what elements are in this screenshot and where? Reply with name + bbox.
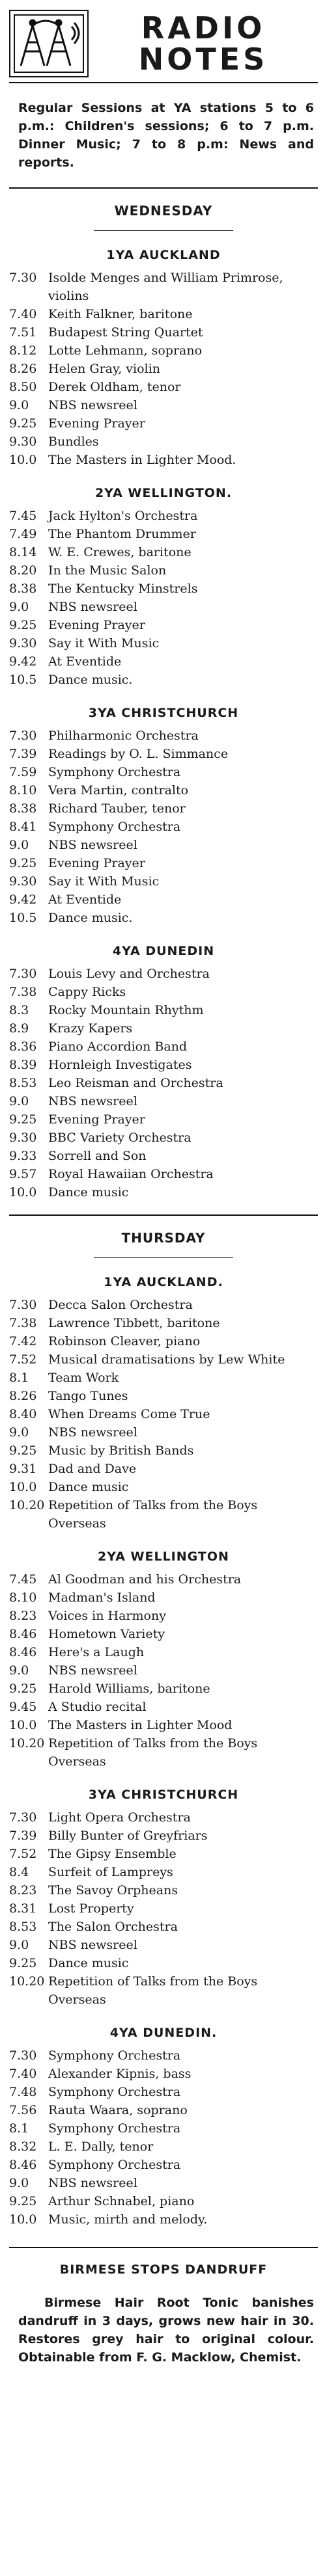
program-row (9, 378, 318, 396)
program-time: 9.30 (9, 636, 37, 651)
program-title: Philharmonic Orchestra (48, 729, 199, 743)
program-time: 8.23 (9, 1883, 37, 1898)
station-heading: 1YA AUCKLAND (106, 248, 221, 262)
program-time: 8.46 (9, 2158, 37, 2172)
program-time: 10.20 (9, 1498, 45, 1512)
station-heading: 4YA DUNEDIN. (109, 2026, 218, 2040)
program-title: Evening Prayer (48, 1112, 145, 1127)
program-row (9, 1478, 318, 1496)
program-title: Helen Gray, violin (48, 362, 160, 376)
program-list (9, 727, 318, 927)
program-title: Symphony Orchestra (48, 765, 181, 779)
program-time: 8.50 (9, 380, 37, 394)
program-time: 7.59 (9, 765, 37, 779)
program-time: 8.14 (9, 545, 37, 559)
program-time: 9.25 (9, 1956, 37, 1970)
program-time: 9.25 (9, 2194, 37, 2208)
program-row (9, 1881, 318, 1899)
program-time: 9.25 (9, 1112, 37, 1127)
program-row (9, 1129, 318, 1147)
program-title: Lawrence Tibbett, baritone (48, 1316, 220, 1330)
program-title: The Masters in Lighter Mood (48, 1718, 233, 1732)
program-row (9, 1074, 318, 1092)
program-title: Arthur Schnabel, piano (48, 2194, 195, 2208)
program-time: 9.45 (9, 1700, 37, 1714)
program-time: 8.20 (9, 563, 37, 578)
program-time: 8.40 (9, 1407, 37, 1421)
program-row (9, 543, 318, 561)
program-title: Madman's Island (48, 1590, 156, 1605)
program-time: 9.57 (9, 1167, 37, 1181)
program-title: The Savoy Orpheans (48, 1883, 178, 1898)
program-title: The Kentucky Minstrels (48, 582, 198, 596)
program-time: 8.41 (9, 820, 37, 834)
program-title: Bundles (48, 435, 99, 449)
day-heading: THURSDAY (121, 1230, 206, 1246)
program-time: 9.30 (9, 1131, 37, 1145)
program-title: The Masters in Lighter Mood. (48, 453, 236, 467)
program-list (9, 2046, 318, 2229)
program-row (9, 1038, 318, 1056)
program-time: 9.42 (9, 892, 37, 907)
program-time: 9.33 (9, 1149, 37, 1163)
program-title: Symphony Orchestra (48, 2121, 181, 2136)
program-row (9, 1936, 318, 1954)
program-row (9, 2101, 318, 2119)
program-time: 8.26 (9, 362, 37, 376)
program-row (9, 1845, 318, 1863)
station-heading: 1YA AUCKLAND. (104, 1275, 223, 1289)
program-title: The Gipsy Ensemble (48, 1847, 177, 1861)
program-time: 8.9 (9, 1021, 29, 1036)
program-row (9, 872, 318, 891)
program-title: Dance music. (48, 911, 133, 925)
day-heading: WEDNESDAY (114, 203, 213, 219)
program-row (9, 1147, 318, 1165)
program-title: NBS newsreel (48, 1663, 137, 1678)
program-row (9, 1423, 318, 1442)
program-time: 9.25 (9, 416, 37, 431)
program-time: 10.0 (9, 2212, 37, 2227)
program-row (9, 451, 318, 469)
program-row (9, 323, 318, 342)
program-time: 10.0 (9, 1480, 37, 1494)
program-title: Rauta Waara, soprano (48, 2103, 188, 2117)
program-row (9, 836, 318, 854)
program-title: NBS newsreel (48, 1425, 137, 1440)
program-row (9, 1643, 318, 1661)
program-time: 7.30 (9, 729, 37, 743)
day-rule (9, 1214, 318, 1216)
program-time: 10.20 (9, 1974, 45, 1989)
program-title: At Eventide (48, 892, 122, 907)
program-row (9, 652, 318, 671)
program-row (9, 1680, 318, 1698)
program-title: Symphony Orchestra (48, 2158, 181, 2172)
program-title: A Studio recital (48, 1700, 147, 1714)
program-time: 9.30 (9, 874, 37, 889)
program-time: 9.0 (9, 1094, 29, 1108)
program-list (9, 1570, 318, 1771)
program-time: 9.42 (9, 654, 37, 669)
program-row (9, 763, 318, 781)
program-title: When Dreams Come True (48, 1407, 210, 1421)
program-title: Tango Tunes (48, 1389, 128, 1403)
program-time: 7.45 (9, 1572, 37, 1587)
program-row (9, 414, 318, 433)
program-row (9, 1698, 318, 1716)
program-time: 8.32 (9, 2140, 37, 2154)
program-time: 9.0 (9, 1938, 29, 1952)
program-row (9, 1496, 318, 1533)
program-time: 9.25 (9, 1682, 37, 1696)
program-row (9, 1442, 318, 1460)
program-row (9, 909, 318, 927)
program-row (9, 342, 318, 360)
program-title: Derek Oldham, tenor (48, 380, 181, 394)
program-time: 8.46 (9, 1627, 37, 1641)
program-time: 10.0 (9, 453, 37, 467)
program-title: Dad and Dave (48, 1462, 137, 1476)
program-time: 7.45 (9, 509, 37, 523)
program-title: Budapest String Quartet (48, 325, 203, 340)
program-title: Cappy Ricks (48, 985, 126, 999)
program-row (9, 1918, 318, 1936)
program-time: 8.53 (9, 1920, 37, 1934)
program-title: Say it With Music (48, 636, 160, 651)
program-time: 8.10 (9, 1590, 37, 1605)
program-title: Hornleigh Investigates (48, 1058, 192, 1072)
program-row (9, 1808, 318, 1827)
program-row (9, 1092, 318, 1110)
program-time: 8.4 (9, 1865, 29, 1879)
program-row (9, 745, 318, 763)
program-time: 8.12 (9, 343, 37, 358)
program-row (9, 2046, 318, 2065)
program-title: NBS newsreel (48, 1094, 137, 1108)
program-time: 7.42 (9, 1334, 37, 1348)
program-time: 8.23 (9, 1609, 37, 1623)
program-list (9, 269, 318, 469)
program-time: 7.39 (9, 1829, 37, 1843)
program-row (9, 1972, 318, 2009)
column-title (89, 12, 318, 75)
program-time: 9.0 (9, 600, 29, 614)
program-title: Lotte Lehmann, soprano (48, 343, 203, 358)
program-time: 10.0 (9, 1185, 37, 1200)
program-title: Krazy Kapers (48, 1021, 133, 1036)
program-row (9, 891, 318, 909)
ad-title: BIRMESE STOPS DANDRUFF (59, 2262, 268, 2277)
program-time: 9.25 (9, 618, 37, 632)
program-title: Musical dramatisations by Lew White (48, 1352, 285, 1367)
program-title: The Phantom Drummer (48, 527, 196, 541)
program-time: 9.0 (9, 1663, 29, 1678)
station-heading: 4YA DUNEDIN (112, 944, 215, 958)
program-title: W. E. Crewes, baritone (48, 545, 192, 559)
program-row (9, 1387, 318, 1405)
program-title: Repetition of Talks from the Boys Overseas (48, 1974, 258, 2007)
program-title: Surfeit of Lampreys (48, 1865, 173, 1879)
program-row (9, 360, 318, 378)
program-list (9, 1808, 318, 2009)
program-time: 7.52 (9, 1847, 37, 1861)
program-time: 9.30 (9, 435, 37, 449)
program-title: Keith Falkner, baritone (48, 307, 193, 321)
program-title: Evening Prayer (48, 618, 145, 632)
program-title: Al Goodman and his Orchestra (48, 1572, 242, 1587)
program-title: Dance music (48, 1956, 129, 1970)
program-time: 10.5 (9, 673, 37, 687)
program-row (9, 1716, 318, 1734)
program-list (9, 1296, 318, 1533)
program-time: 7.56 (9, 2103, 37, 2117)
program-time: 8.39 (9, 1058, 37, 1072)
program-time: 7.30 (9, 1810, 37, 1825)
program-row (9, 634, 318, 652)
station-heading: 3YA CHRISTCHURCH (88, 706, 239, 720)
program-title: Alexander Kipnis, bass (48, 2067, 192, 2081)
program-list (9, 965, 318, 1201)
program-title: Robinson Cleaver, piano (48, 1334, 201, 1348)
program-title: Vera Martin, contralto (48, 783, 189, 798)
program-time: 7.48 (9, 2085, 37, 2099)
program-row (9, 1827, 318, 1845)
program-row (9, 1954, 318, 1972)
program-row (9, 433, 318, 451)
program-row (9, 2083, 318, 2101)
program-title: NBS newsreel (48, 2176, 137, 2190)
program-time: 7.51 (9, 325, 37, 340)
program-time: 7.30 (9, 2048, 37, 2063)
station-heading: 3YA CHRISTCHURCH (88, 1788, 239, 1802)
program-row (9, 1607, 318, 1625)
program-row (9, 1001, 318, 1019)
program-time: 8.31 (9, 1901, 37, 1916)
program-row (9, 1183, 318, 1201)
program-title: Team Work (48, 1371, 119, 1385)
day-rule (9, 187, 318, 189)
program-row (9, 561, 318, 580)
station-heading: 2YA WELLINGTON (98, 1550, 229, 1564)
program-time: 7.40 (9, 2067, 37, 2081)
day-underline (94, 230, 233, 231)
program-title: Evening Prayer (48, 416, 145, 431)
day-underline (94, 1257, 233, 1258)
program-row (9, 1734, 318, 1771)
program-row (9, 1589, 318, 1607)
program-time: 7.52 (9, 1352, 37, 1367)
program-title: NBS newsreel (48, 600, 137, 614)
program-title: Repetition of Talks from the Boys Overseas (48, 1498, 258, 1531)
program-title: The Salon Orchestra (48, 1920, 178, 1934)
intro-paragraph: Regular Sessions at YA stations 5 to 6 p.m.: Children's sessions; 6 to 7 p.m. Dinner Music; 7 to 8 p.m: News and reports. (18, 101, 314, 170)
program-time: 9.0 (9, 838, 29, 852)
program-title: Harold Williams, baritone (48, 1682, 210, 1696)
program-time: 7.38 (9, 1316, 37, 1330)
program-title: L. E. Dally, tenor (48, 2140, 154, 2154)
program-title: Richard Tauber, tenor (48, 801, 186, 816)
program-row (9, 1460, 318, 1478)
program-row (9, 1405, 318, 1423)
program-time: 8.10 (9, 783, 37, 798)
program-title: Dance music (48, 1480, 129, 1494)
program-row (9, 1369, 318, 1387)
program-row (9, 616, 318, 634)
program-title: Piano Accordion Band (48, 1040, 188, 1054)
program-title: NBS newsreel (48, 838, 137, 852)
program-time: 7.38 (9, 985, 37, 999)
program-row (9, 983, 318, 1001)
program-row (9, 305, 318, 323)
program-title: Evening Prayer (48, 856, 145, 870)
program-title: Decca Salon Orchestra (48, 1298, 193, 1312)
program-row (9, 2065, 318, 2083)
program-title: Leo Reisman and Orchestra (48, 1076, 223, 1090)
program-row (9, 1899, 318, 1918)
program-row (9, 1570, 318, 1589)
program-time: 7.40 (9, 307, 37, 321)
program-time: 7.30 (9, 1298, 37, 1312)
program-title: Rocky Mountain Rhythm (48, 1003, 204, 1017)
program-row (9, 598, 318, 616)
program-row (9, 1019, 318, 1038)
program-row (9, 818, 318, 836)
title-line-2: NOTES (138, 42, 268, 77)
program-row (9, 1661, 318, 1680)
program-title: Symphony Orchestra (48, 2048, 181, 2063)
program-title: BBC Variety Orchestra (48, 1131, 192, 1145)
program-row (9, 525, 318, 543)
radio-tower-logo-icon (9, 10, 89, 77)
program-title: Voices in Harmony (48, 1609, 166, 1623)
program-time: 9.0 (9, 2176, 29, 2190)
ad-body: Birmese Hair Root Tonic banishes dandruff in 3 days, grows new hair in 30. Restores grey hair to original colour. Obtainable from F. G. Macklow, Chemist. (18, 2296, 314, 2365)
program-time: 9.31 (9, 1462, 37, 1476)
program-row (9, 1314, 318, 1332)
program-row (9, 781, 318, 799)
program-title: Say it With Music (48, 874, 160, 889)
program-title: Symphony Orchestra (48, 2085, 181, 2099)
program-row (9, 396, 318, 414)
schedule (9, 187, 318, 2229)
program-row (9, 1350, 318, 1369)
program-row (9, 1863, 318, 1881)
ad-top-rule (9, 2247, 318, 2248)
program-time: 7.39 (9, 747, 37, 761)
program-title: Louis Levy and Orchestra (48, 967, 210, 981)
program-title: NBS newsreel (48, 398, 137, 412)
program-row (9, 2156, 318, 2174)
program-row (9, 799, 318, 818)
program-title: In the Music Salon (48, 563, 167, 578)
program-title: NBS newsreel (48, 1938, 137, 1952)
program-title: Music, mirth and melody. (48, 2212, 208, 2227)
program-row (9, 1165, 318, 1183)
program-title: Dance music. (48, 673, 133, 687)
program-time: 7.30 (9, 271, 37, 285)
program-row (9, 2192, 318, 2210)
station-heading: 2YA WELLINGTON. (94, 486, 233, 500)
program-title: Isolde Menges and William Primrose, violins (48, 271, 283, 303)
program-time: 9.25 (9, 1443, 37, 1458)
program-title: Royal Hawaiian Orchestra (48, 1167, 214, 1181)
program-row (9, 1110, 318, 1129)
program-title: Dance music (48, 1185, 129, 1200)
program-row (9, 1296, 318, 1314)
program-time: 8.38 (9, 582, 37, 596)
program-row (9, 727, 318, 745)
program-title: Symphony Orchestra (48, 820, 181, 834)
program-time: 7.30 (9, 967, 37, 981)
program-title: Hometown Variety (48, 1627, 165, 1641)
program-row (9, 671, 318, 689)
program-time: 9.25 (9, 856, 37, 870)
program-row (9, 269, 318, 305)
program-row (9, 2119, 318, 2138)
program-title: Here's a Laugh (48, 1645, 145, 1659)
program-row (9, 507, 318, 525)
program-row (9, 2138, 318, 2156)
program-time: 9.0 (9, 1425, 29, 1440)
program-row (9, 965, 318, 983)
program-time: 8.26 (9, 1389, 37, 1403)
program-time: 8.3 (9, 1003, 29, 1017)
program-title: Repetition of Talks from the Boys Overseas (48, 1736, 258, 1769)
program-title: Readings by O. L. Simmance (48, 747, 229, 761)
program-title: Lost Property (48, 1901, 134, 1916)
program-time: 8.1 (9, 2121, 29, 2136)
program-list (9, 507, 318, 689)
program-row (9, 1056, 318, 1074)
program-time: 8.36 (9, 1040, 37, 1054)
program-title: Billy Bunter of Greyfriars (48, 1829, 208, 1843)
program-time: 10.5 (9, 911, 37, 925)
program-row (9, 580, 318, 598)
column-header (9, 5, 318, 83)
program-title: Sorrell and Son (48, 1149, 147, 1163)
program-title: At Eventide (48, 654, 122, 669)
program-time: 10.0 (9, 1718, 37, 1732)
program-row (9, 854, 318, 872)
program-time: 8.38 (9, 801, 37, 816)
program-row (9, 2210, 318, 2229)
radio-notes-column (9, 5, 318, 2367)
program-time: 10.20 (9, 1736, 45, 1751)
program-title: Jack Hylton's Orchestra (48, 509, 198, 523)
program-title: Music by British Bands (48, 1443, 194, 1458)
program-time: 8.1 (9, 1371, 29, 1385)
program-row (9, 1625, 318, 1643)
program-row (9, 1332, 318, 1350)
title-line-1: RADIO (141, 10, 266, 46)
program-row (9, 2174, 318, 2192)
program-title: Light Opera Orchestra (48, 1810, 191, 1825)
program-time: 7.49 (9, 527, 37, 541)
program-time: 9.0 (9, 398, 29, 412)
program-time: 8.53 (9, 1076, 37, 1090)
program-time: 8.46 (9, 1645, 37, 1659)
